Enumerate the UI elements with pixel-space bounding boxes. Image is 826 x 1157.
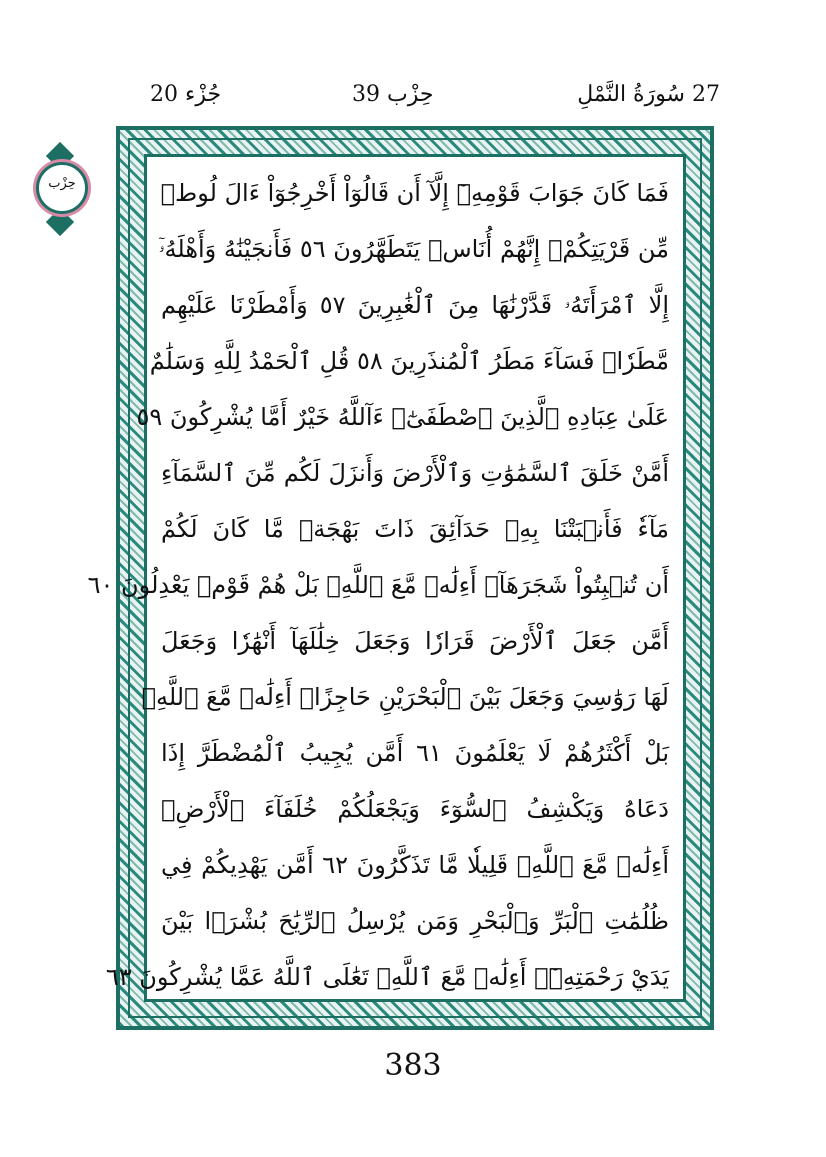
text-line: أَمَّنْ خَلَقَ ٱلسَّمَٰوَٰتِ وَٱلْأَرْضَ وَأَنزَلَ لَكُم مِّنَ ٱلسَّمَآءِ <box>161 459 669 487</box>
text-line: أَمَّن جَعَلَ ٱلْأَرْضَ قَرَارٗا وَجَعَلَ خِلَٰلَهَآ أَنْهَٰرٗا وَجَعَلَ <box>161 627 669 655</box>
text-line: إِلَّا ٱمْرَأَتَهُۥ قَدَّرْنَٰهَا مِنَ ٱلْغَٰبِرِينَ ٥٧ وَأَمْطَرْنَا عَلَيْهِم <box>161 291 669 319</box>
text-line: أَن تُنۢبِتُواْ شَجَرَهَآۗ أَءِلَٰهٞ مَّعَ ٱللَّهِۚ بَلْ هُمْ قَوْمٞ يَعْدِلُونَ ٦٠ <box>87 571 669 599</box>
text-line: أَءِلَٰهٞ مَّعَ ٱللَّهِۚ قَلِيلٗا مَّا تَذَكَّرُونَ ٦٢ أَمَّن يَهْدِيكُمْ فِي <box>161 851 669 879</box>
surah-label: 27 سُورَةُ النَّمْلِ <box>577 82 720 107</box>
text-line: لَهَا رَوَٰسِيَ وَجَعَلَ بَيْنَ ٱلْبَحْرَيْنِ حَاجِزًاۗ أَءِلَٰهٞ مَّعَ ٱللَّهِۚ <box>141 683 669 711</box>
text-line: يَدَيْ رَحْمَتِهِۦٓۗ أَءِلَٰهٞ مَّعَ ٱللَّهِۚ تَعَٰلَى ٱللَّهُ عَمَّا يُشْرِكُونَ ٦٣ <box>105 963 669 991</box>
text-line: فَمَا كَانَ جَوَابَ قَوْمِهِۦٓ إِلَّآ أَن قَالُوٓاْ أَخْرِجُوٓاْ ءَالَ لُوطٖ <box>160 179 669 207</box>
page-number: 383 <box>384 1048 442 1083</box>
hizb-marker-label: حِزْب <box>48 176 76 191</box>
juz-label: جُزْء 20 <box>150 82 222 107</box>
decorative-border <box>87 126 714 1030</box>
text-line: بَلْ أَكْثَرُهُمْ لَا يَعْلَمُونَ ٦١ أَمَّن يُجِيبُ ٱلْمُضْطَرَّ إِذَا <box>161 739 669 767</box>
hizb-label: حِزْب 39 <box>352 82 434 107</box>
text-line: مَآءٗ فَأَنۢبَتْنَا بِهِۦ حَدَآئِقَ ذَاتَ بَهْجَةٖ مَّا كَانَ لَكُمْ <box>161 515 669 543</box>
text-line: مِّن قَرْيَتِكُمْۖ إِنَّهُمْ أُنَاسٞ يَتَطَهَّرُونَ ٥٦ فَأَنجَيْنَٰهُ وَأَهْلَهُۥٓ <box>158 235 669 263</box>
text-line: ظُلُمَٰتِ ٱلْبَرِّ وَٱلْبَحْرِ وَمَن يُرْسِلُ ٱلرِّيَٰحَ بُشْرَۢا بَيْنَ <box>161 907 669 935</box>
text-line: مَّطَرٗاۖ فَسَآءَ مَطَرُ ٱلْمُنذَرِينَ ٥٨ قُلِ ٱلْحَمْدُ لِلَّهِ وَسَلَٰمٌ <box>149 347 669 375</box>
text-line: دَعَاهُ وَيَكْشِفُ ٱلسُّوٓءَ وَيَجْعَلُكُمْ خُلَفَآءَ ٱلْأَرْضِۗ <box>161 795 669 823</box>
text-line: عَلَىٰ عِبَادِهِ ٱلَّذِينَ ٱصْطَفَىٰٓۗ ءَآللَّهُ خَيْرٌ أَمَّا يُشْرِكُونَ ٥٩ <box>136 403 669 431</box>
text-panel <box>87 154 686 1002</box>
verse-lines <box>87 165 669 991</box>
hizb-marker-icon <box>28 140 92 232</box>
page-header <box>120 78 720 118</box>
